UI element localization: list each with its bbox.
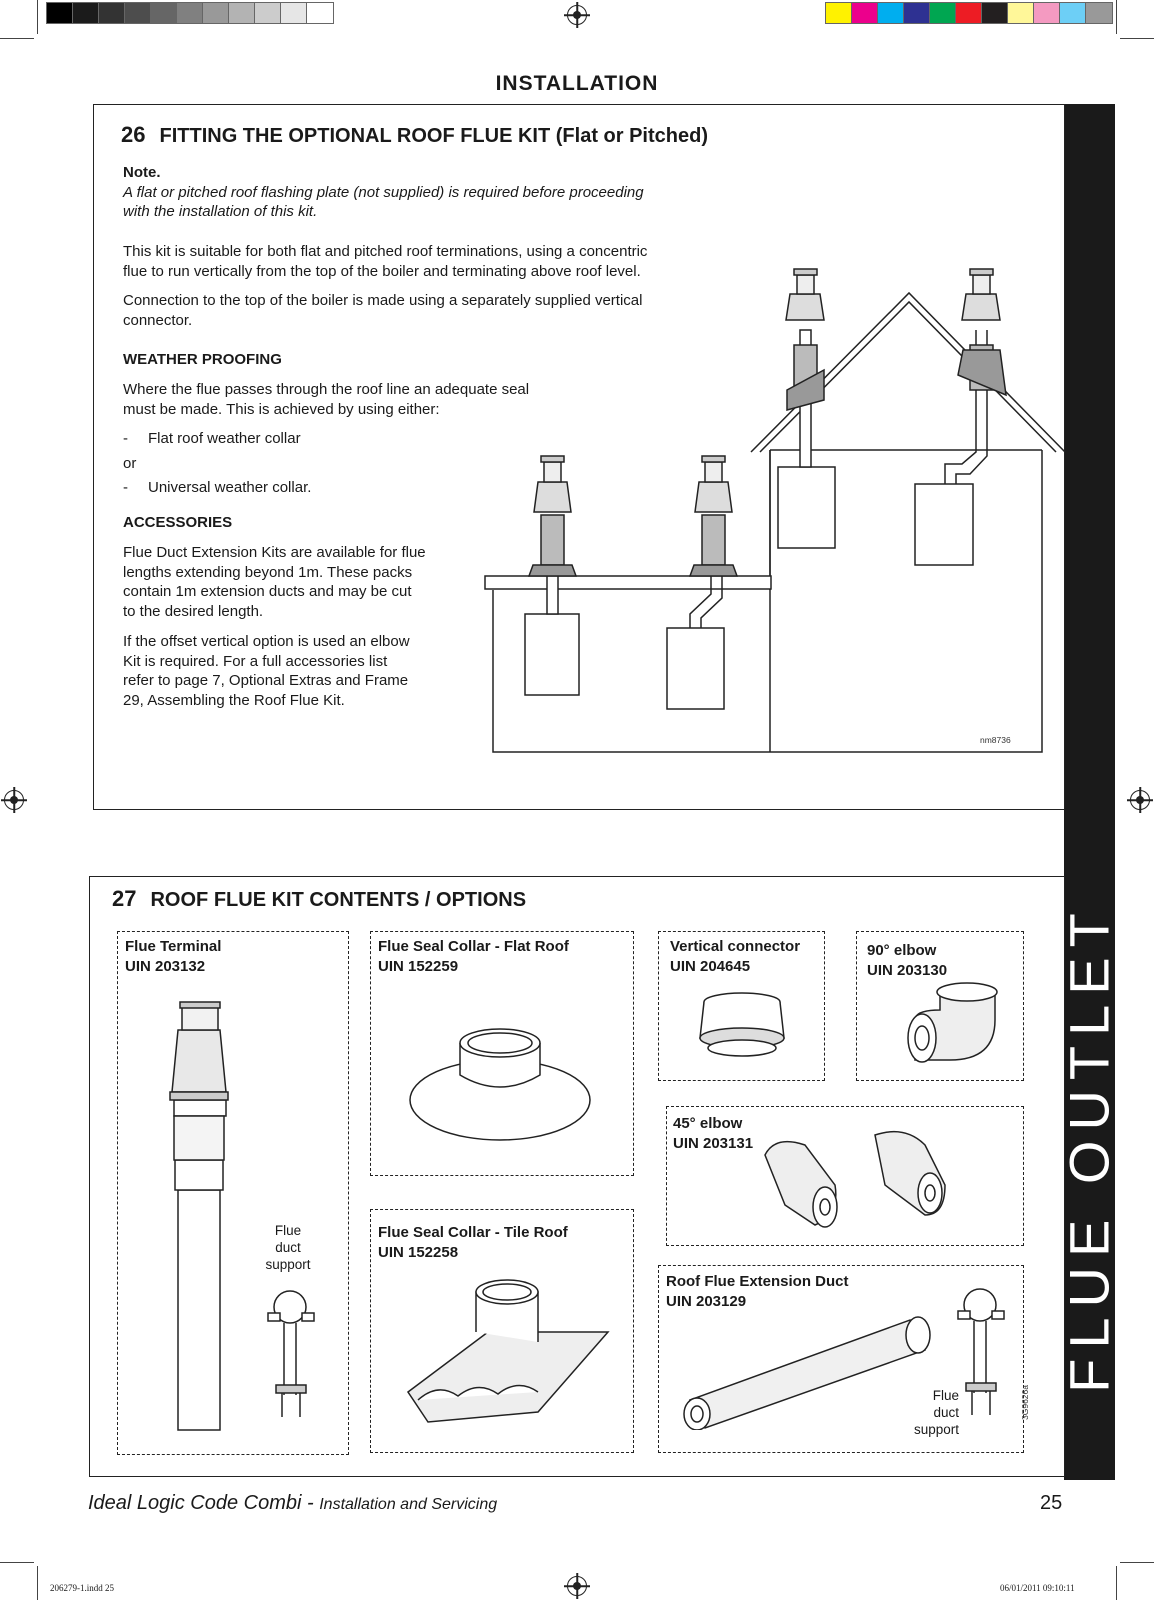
weather-proofing-heading: WEATHER PROOFING bbox=[123, 351, 282, 368]
elbow-90-drawing bbox=[900, 980, 1010, 1070]
text-line: Flue Duct Extension Kits are available for flue bbox=[123, 544, 426, 561]
label-line: Flue bbox=[932, 1388, 959, 1403]
text-line: Where the flue passes through the roof line an adequate seal bbox=[123, 381, 530, 398]
label-line: Flue bbox=[274, 1223, 302, 1238]
color-swatch bbox=[826, 3, 852, 23]
text-line: contain 1m extension ducts and may be cut bbox=[123, 583, 412, 600]
paragraph bbox=[123, 543, 463, 621]
text-line: If the offset vertical option is used an elbow bbox=[123, 633, 410, 650]
slug-file: 206279-1.indd 25 bbox=[50, 1583, 114, 1593]
color-swatch bbox=[151, 3, 177, 23]
item-label bbox=[378, 1223, 568, 1262]
bullet-dash: - bbox=[123, 430, 128, 447]
color-swatch bbox=[1034, 3, 1060, 23]
figure-reference: 3G9626a bbox=[1020, 1385, 1030, 1420]
registration-mark-icon bbox=[567, 5, 587, 25]
item-uin: UIN 203130 bbox=[867, 961, 948, 979]
color-swatch bbox=[904, 3, 930, 23]
item-name: Flue Seal Collar - Tile Roof bbox=[378, 1224, 568, 1241]
color-swatch bbox=[203, 3, 229, 23]
section-number: 27 bbox=[112, 886, 137, 911]
note-line: A flat or pitched roof flashing plate (not supplied) is required before proceeding bbox=[123, 183, 644, 201]
or-text: or bbox=[123, 455, 137, 472]
running-head: INSTALLATION bbox=[495, 72, 659, 95]
text-line: must be made. This is achieved by using either: bbox=[123, 400, 440, 418]
note-line: with the installation of this kit. bbox=[123, 203, 318, 220]
crop-mark bbox=[1116, 0, 1117, 34]
item-label bbox=[125, 937, 221, 976]
slug-timestamp: 06/01/2011 09:10:11 bbox=[1000, 1583, 1075, 1593]
item-label bbox=[378, 937, 569, 976]
bullet-item: Universal weather collar. bbox=[148, 479, 312, 496]
color-swatch bbox=[229, 3, 255, 23]
text-line: refer to page 7, Optional Extras and Frame bbox=[123, 672, 409, 689]
color-swatch bbox=[1060, 3, 1086, 23]
color-swatch bbox=[47, 3, 73, 23]
crop-mark bbox=[1120, 1562, 1154, 1563]
footer-title bbox=[88, 1492, 497, 1515]
duct-support-drawing bbox=[952, 1283, 1012, 1423]
duct-support-drawing bbox=[262, 1285, 322, 1425]
item-name: 90° elbow bbox=[867, 942, 937, 959]
accessories-heading: ACCESSORIES bbox=[123, 514, 233, 531]
text-line: flue to run vertically from the top of the boiler and terminating above roof level. bbox=[123, 262, 641, 280]
item-uin: UIN 203132 bbox=[125, 957, 206, 975]
section-27-title bbox=[112, 886, 526, 912]
item-uin: UIN 152258 bbox=[378, 1243, 459, 1261]
color-swatch bbox=[956, 3, 982, 23]
color-swatch bbox=[73, 3, 99, 23]
color-swatch bbox=[99, 3, 125, 23]
bullet-item: Flat roof weather collar bbox=[148, 430, 301, 447]
item-label bbox=[666, 1272, 849, 1311]
registration-mark-icon bbox=[567, 1576, 587, 1596]
crop-mark bbox=[1116, 1566, 1117, 1600]
item-label bbox=[673, 1114, 753, 1153]
side-tab-label: FLUE OUTLET bbox=[1057, 903, 1121, 1393]
color-swatch bbox=[982, 3, 1008, 23]
vertical-connector-drawing bbox=[692, 990, 792, 1060]
page-number: 25 bbox=[1040, 1492, 1063, 1514]
elbow-45-drawing bbox=[755, 1125, 965, 1235]
item-uin: UIN 152259 bbox=[378, 957, 459, 975]
crop-mark bbox=[0, 38, 34, 39]
label-line: support bbox=[913, 1422, 959, 1437]
color-swatch bbox=[177, 3, 203, 23]
color-swatch bbox=[1086, 3, 1112, 23]
registration-mark-icon bbox=[1130, 790, 1150, 810]
flat-collar-drawing bbox=[405, 1015, 595, 1145]
section-heading: ROOF FLUE KIT CONTENTS / OPTIONS bbox=[150, 889, 527, 911]
text-line: connector. bbox=[123, 311, 193, 329]
item-name: Flue Seal Collar - Flat Roof bbox=[378, 938, 569, 955]
color-swatch bbox=[125, 3, 151, 23]
crop-mark bbox=[1120, 38, 1154, 39]
grey-colorbar bbox=[46, 2, 334, 24]
item-uin: UIN 203131 bbox=[673, 1134, 754, 1152]
text-line: This kit is suitable for both flat and pitched roof terminations, using a concentric bbox=[123, 243, 648, 260]
label-line: duct bbox=[933, 1405, 959, 1420]
text-line: lengths extending beyond 1m. These packs bbox=[123, 563, 413, 581]
crop-mark bbox=[37, 0, 38, 34]
item-label bbox=[670, 937, 800, 976]
color-colorbar bbox=[825, 2, 1113, 24]
item-name: 45° elbow bbox=[673, 1115, 743, 1132]
section-26-title bbox=[121, 122, 708, 148]
item-name: Roof Flue Extension Duct bbox=[666, 1273, 849, 1290]
item-uin: UIN 204645 bbox=[670, 957, 751, 975]
color-swatch bbox=[930, 3, 956, 23]
crop-mark bbox=[37, 1566, 38, 1600]
color-swatch bbox=[281, 3, 307, 23]
support-label bbox=[899, 1387, 959, 1438]
support-label bbox=[258, 1222, 318, 1273]
section-number: 26 bbox=[121, 122, 146, 147]
bullet-dash: - bbox=[123, 479, 128, 496]
color-swatch bbox=[1008, 3, 1034, 23]
tile-collar-drawing bbox=[398, 1272, 618, 1432]
color-swatch bbox=[255, 3, 281, 23]
footer-product: Ideal Logic Code Combi - bbox=[88, 1492, 320, 1514]
item-uin: UIN 203129 bbox=[666, 1292, 747, 1310]
registration-mark-icon bbox=[4, 790, 24, 810]
label-line: duct bbox=[275, 1240, 301, 1255]
item-label bbox=[867, 941, 947, 980]
color-swatch bbox=[852, 3, 878, 23]
item-name: Vertical connector bbox=[670, 938, 801, 955]
text-line: 29, Assembling the Roof Flue Kit. bbox=[123, 691, 345, 709]
paragraph bbox=[123, 632, 463, 710]
item-name: Flue Terminal bbox=[125, 938, 222, 955]
color-swatch bbox=[307, 3, 333, 23]
note-block bbox=[123, 163, 723, 222]
section-heading: FITTING THE OPTIONAL ROOF FLUE KIT (Flat or Pitched) bbox=[159, 125, 708, 147]
roof-flue-illustration bbox=[470, 240, 1070, 760]
color-swatch bbox=[878, 3, 904, 23]
crop-mark bbox=[0, 1562, 34, 1563]
figure-reference: nm8736 bbox=[980, 735, 1011, 745]
label-line: support bbox=[265, 1257, 311, 1272]
text-line: Kit is required. For a full accessories list bbox=[123, 652, 388, 670]
text-line: to the desired length. bbox=[123, 602, 264, 620]
footer-subtitle: Installation and Servicing bbox=[319, 1496, 498, 1513]
flue-terminal-drawing bbox=[160, 1000, 240, 1440]
note-label: Note. bbox=[123, 164, 161, 181]
text-line: Connection to the top of the boiler is made using a separately supplied vertical bbox=[123, 292, 643, 309]
